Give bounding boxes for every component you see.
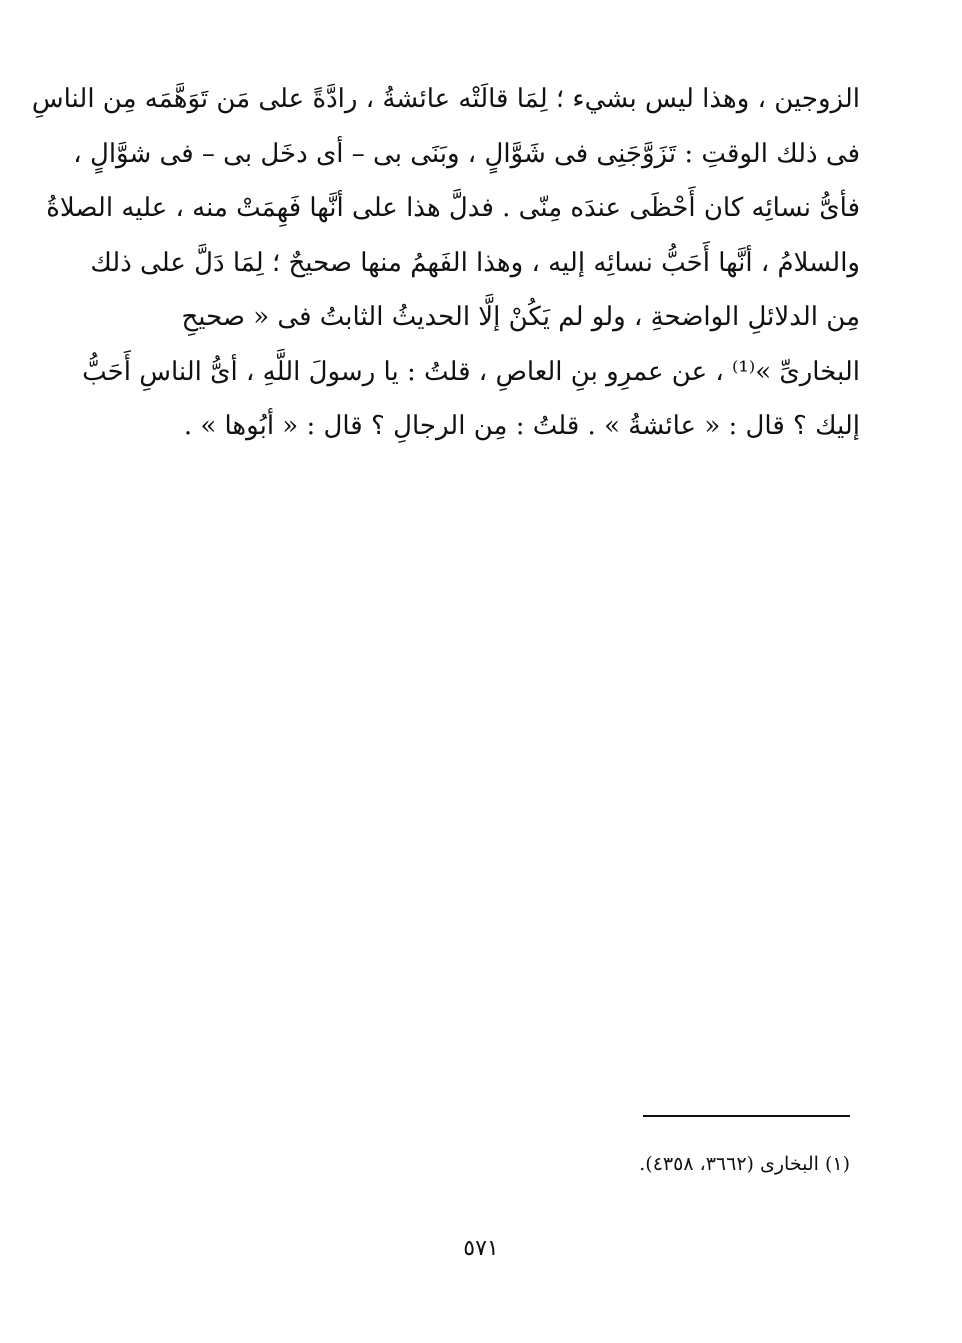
text-line-7: إليك ؟ قال : « عائشةُ » . قلتُ : مِن الرجالِ ؟ قال : « أبُوها » .: [183, 411, 860, 441]
footnote: (١) البخارى (٣٦٦٢، ٤٣٥٨).: [639, 1153, 850, 1175]
text-line-4: والسلامُ ، أنَّها أَحَبُّ نسائِه إليه ، وهذا الفَهمُ منها صحيحٌ ؛ لِمَا دَلَّ على ذلك: [90, 247, 860, 278]
page-number: ٥٧١: [463, 1236, 499, 1261]
text-line-1: الزوجين ، وهذا ليس بشيء ؛ لِمَا قالَتْه عائشةُ ، رادَّةً على مَن تَوَهَّمَه مِن الناسِ: [31, 84, 860, 114]
footnote-divider: [643, 1115, 850, 1117]
text-line-3: فأىُّ نسائِه كان أَحْظَى عندَه مِنّى . فدلَّ هذا على أنَّها فَهِمَتْ منه ، عليه الصلاةُ: [46, 193, 860, 223]
text-line-6: البخارىِّ »⁽¹⁾ ، عن عمرِو بنِ العاصِ ، قلتُ : يا رسولَ اللَّهِ ، أىُّ الناسِ أَحَبُّ: [82, 356, 860, 387]
body-text: [31, 72, 860, 454]
text-line-5: مِن الدلائلِ الواضحةِ ، ولو لم يَكُنْ إلَّا الحديثُ الثابتُ فى « صحيحِ: [181, 302, 860, 332]
text-line-2: فى ذلك الوقتِ : تَزَوَّجَنِى فى شَوَّالٍ ، وبَنَى بى – أى دخَل بى – فى شوَّالٍ ،: [73, 138, 860, 169]
